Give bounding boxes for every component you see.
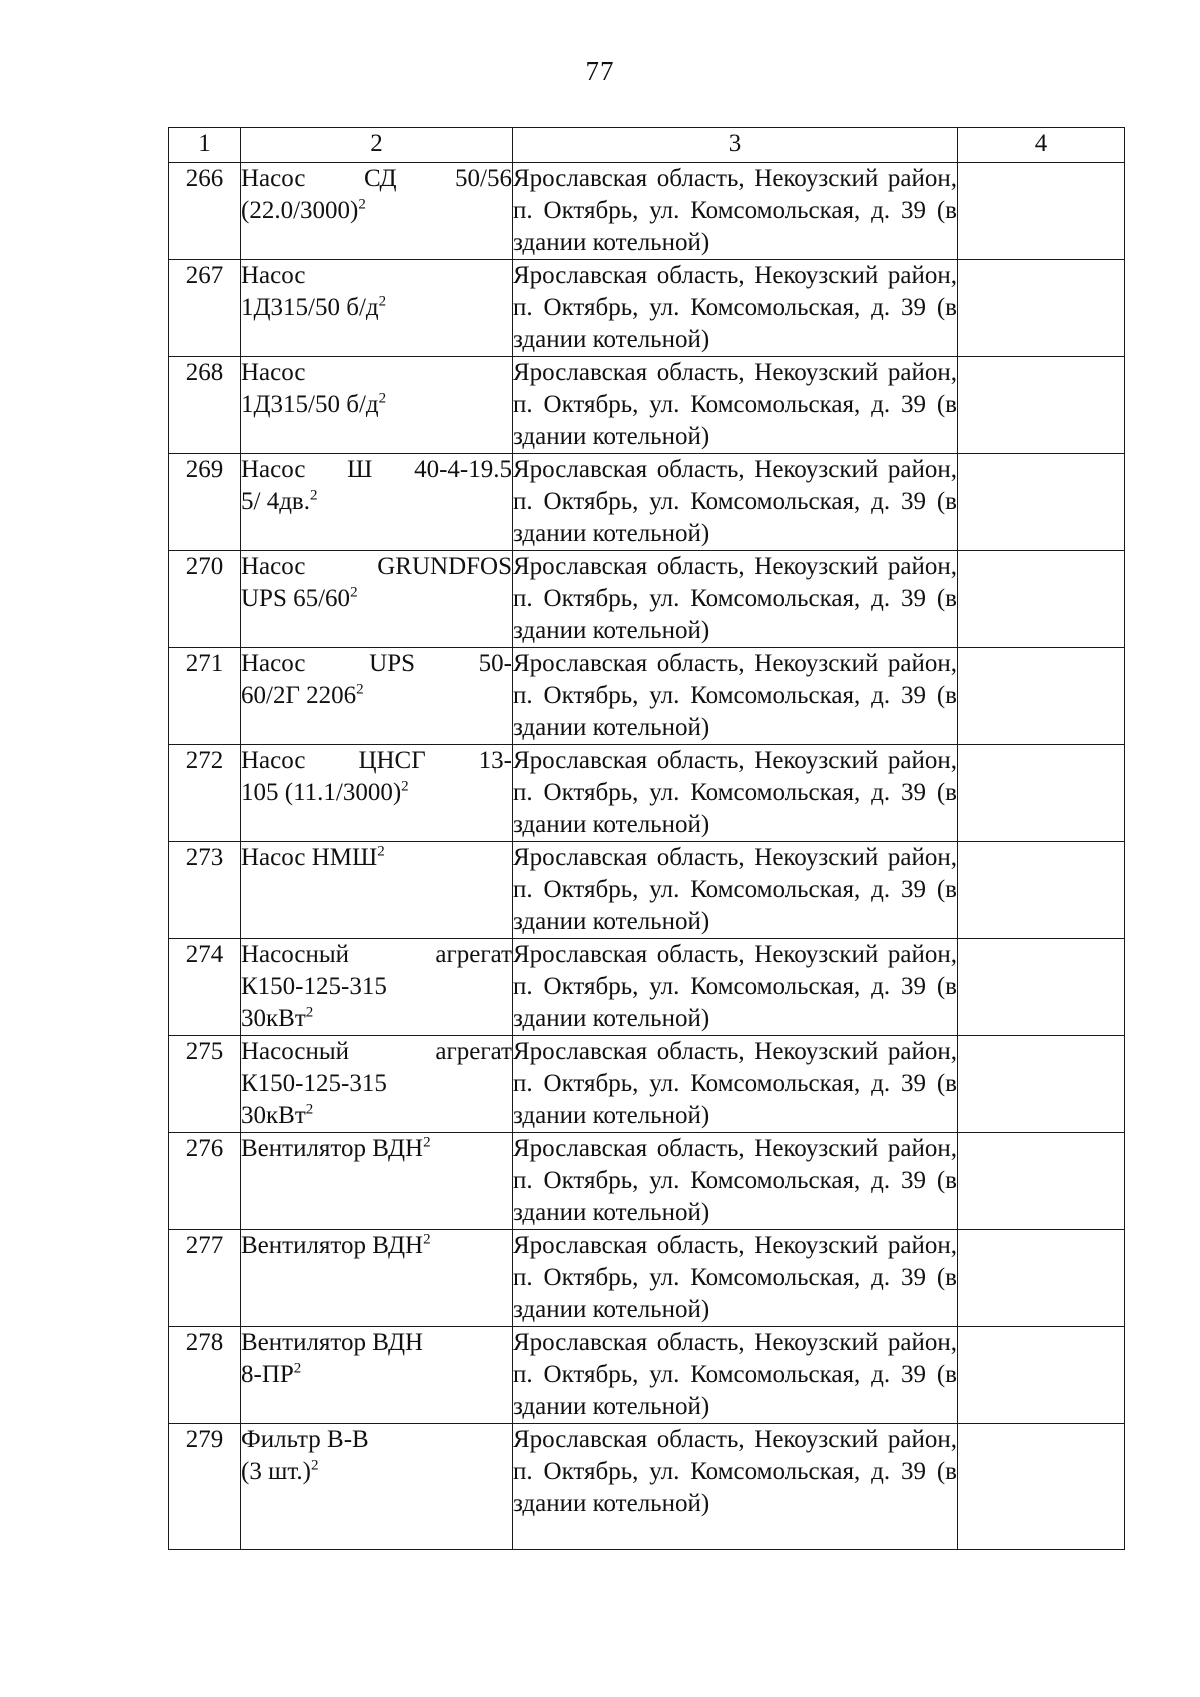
column-4-cell xyxy=(958,842,1125,939)
item-name-text: (22.0/3000) xyxy=(241,197,359,224)
footnote-mark: 2 xyxy=(305,1004,314,1021)
column-4-cell xyxy=(958,1133,1125,1230)
item-name-text: 5/ 4дв. xyxy=(241,488,310,515)
item-name xyxy=(241,745,513,842)
item-name xyxy=(241,454,513,551)
item-name-line xyxy=(241,1100,512,1132)
item-name-line xyxy=(241,842,512,874)
property-table xyxy=(168,127,1125,1550)
item-name-line xyxy=(241,583,512,615)
item-name xyxy=(241,1327,513,1424)
item-address: Ярославская область, Некоузский район, п. Октябрь, ул. Комсомольская, д. 39 (в здании котельной) xyxy=(513,1133,958,1230)
item-name-line xyxy=(241,680,512,712)
table-body xyxy=(169,163,1125,1550)
item-name-text: 8-ПР xyxy=(241,1361,294,1388)
item-name-text: Насос xyxy=(241,359,306,386)
item-name-line xyxy=(241,1359,512,1391)
item-address: Ярославская область, Некоузский район, п. Октябрь, ул. Комсомольская, д. 39 (в здании котельной) xyxy=(513,1327,958,1424)
column-4-cell xyxy=(958,1327,1125,1424)
item-name xyxy=(241,1424,513,1550)
item-name-line xyxy=(241,389,512,421)
row-number: 277 xyxy=(169,1230,241,1327)
item-name-text: 105 (11.1/3000) xyxy=(241,779,402,806)
item-name xyxy=(241,357,513,454)
item-name-text: Насос GRUNDFOS xyxy=(241,553,512,580)
column-4-cell xyxy=(958,745,1125,842)
column-header: 1 xyxy=(169,128,241,163)
item-name-text: Вентилятор ВДН xyxy=(241,1232,424,1259)
item-name-text: К150-125-315 xyxy=(241,1070,387,1097)
table-row xyxy=(169,842,1125,939)
footnote-mark: 2 xyxy=(356,681,364,698)
item-name xyxy=(241,1036,513,1133)
row-number: 268 xyxy=(169,357,241,454)
column-4-cell xyxy=(958,648,1125,745)
item-name-text: 1Д315/50 б/д xyxy=(241,294,379,321)
item-name-line xyxy=(241,1003,512,1035)
table-row xyxy=(169,357,1125,454)
column-4-cell xyxy=(958,454,1125,551)
footnote-mark: 2 xyxy=(358,196,366,213)
row-number: 278 xyxy=(169,1327,241,1424)
column-4-cell xyxy=(958,260,1125,357)
footnote-mark: 2 xyxy=(378,293,387,310)
item-address: Ярославская область, Некоузский район, п. Октябрь, ул. Комсомольская, д. 39 (в здании котельной) xyxy=(513,648,958,745)
item-name-text: Насос xyxy=(241,262,306,289)
row-number: 275 xyxy=(169,1036,241,1133)
table-row xyxy=(169,163,1125,260)
item-name-line xyxy=(241,648,512,680)
table-row xyxy=(169,1036,1125,1133)
row-number: 273 xyxy=(169,842,241,939)
item-name-text: Насос НМШ xyxy=(241,844,378,871)
footnote-mark: 2 xyxy=(377,843,385,860)
table-header-row xyxy=(169,128,1125,163)
item-name-text: Насос Ш 40-4-19.5 xyxy=(241,456,512,483)
column-4-cell xyxy=(958,939,1125,1036)
table-row xyxy=(169,551,1125,648)
item-address: Ярославская область, Некоузский район, п. Октябрь, ул. Комсомольская, д. 39 (в здании котельной) xyxy=(513,1036,958,1133)
row-number: 272 xyxy=(169,745,241,842)
item-name-line xyxy=(241,1068,512,1100)
footnote-mark: 2 xyxy=(293,1360,302,1377)
item-name-line xyxy=(241,1036,512,1068)
footnote-mark: 2 xyxy=(350,584,358,601)
item-name-text: Насосный агрегат xyxy=(241,941,512,968)
item-name-text: 30кВт xyxy=(241,1005,306,1032)
column-header: 4 xyxy=(958,128,1125,163)
table-row xyxy=(169,1327,1125,1424)
table-row xyxy=(169,745,1125,842)
item-address: Ярославская область, Некоузский район, п. Октябрь, ул. Комсомольская, д. 39 (в здании котельной) xyxy=(513,745,958,842)
table-row xyxy=(169,1133,1125,1230)
table-row xyxy=(169,1230,1125,1327)
item-name-text: 30кВт xyxy=(241,1102,306,1129)
column-4-cell xyxy=(958,1424,1125,1550)
column-header: 3 xyxy=(513,128,958,163)
row-number: 266 xyxy=(169,163,241,260)
item-name-line xyxy=(241,1456,512,1488)
item-name-line xyxy=(241,1230,512,1262)
item-name-text: Насосный агрегат xyxy=(241,1038,512,1065)
item-address: Ярославская область, Некоузский район, п. Октябрь, ул. Комсомольская, д. 39 (в здании котельной) xyxy=(513,260,958,357)
column-4-cell xyxy=(958,551,1125,648)
item-name-text: 60/2Г 2206 xyxy=(241,682,357,709)
item-name-text: (3 шт.) xyxy=(241,1458,311,1485)
item-name xyxy=(241,648,513,745)
column-header: 2 xyxy=(241,128,513,163)
column-4-cell xyxy=(958,357,1125,454)
column-4-cell xyxy=(958,163,1125,260)
row-number: 279 xyxy=(169,1424,241,1550)
item-name-line xyxy=(241,195,512,227)
footnote-mark: 2 xyxy=(423,1231,431,1248)
item-name-text: UPS 65/60 xyxy=(241,585,351,612)
table-row xyxy=(169,648,1125,745)
item-name xyxy=(241,1230,513,1327)
table-row xyxy=(169,1424,1125,1550)
item-name-line xyxy=(241,260,512,292)
footnote-mark: 2 xyxy=(423,1134,431,1151)
footnote-mark: 2 xyxy=(305,1101,314,1118)
table-row xyxy=(169,454,1125,551)
item-name xyxy=(241,939,513,1036)
item-name-line xyxy=(241,1424,512,1456)
item-name-line xyxy=(241,486,512,518)
item-name-line xyxy=(241,357,512,389)
item-name xyxy=(241,842,513,939)
item-name-line xyxy=(241,745,512,777)
item-name-text: Фильтр В-В xyxy=(241,1426,369,1453)
item-address: Ярославская область, Некоузский район, п. Октябрь, ул. Комсомольская, д. 39 (в здании котельной) xyxy=(513,842,958,939)
item-name-line xyxy=(241,939,512,971)
row-number: 267 xyxy=(169,260,241,357)
item-name-text: Вентилятор ВДН xyxy=(241,1329,424,1356)
row-number: 276 xyxy=(169,1133,241,1230)
item-name-text: Насос UPS 50- xyxy=(241,650,512,677)
item-name xyxy=(241,551,513,648)
item-name-line xyxy=(241,1327,512,1359)
item-name-line xyxy=(241,1133,512,1165)
row-number: 270 xyxy=(169,551,241,648)
item-address: Ярославская область, Некоузский район, п. Октябрь, ул. Комсомольская, д. 39 (в здании котельной) xyxy=(513,163,958,260)
item-name-line xyxy=(241,777,512,809)
item-address: Ярославская область, Некоузский район, п. Октябрь, ул. Комсомольская, д. 39 (в здании котельной) xyxy=(513,551,958,648)
item-name-line xyxy=(241,551,512,583)
column-4-cell xyxy=(958,1230,1125,1327)
page-number: 77 xyxy=(585,56,615,86)
item-name xyxy=(241,163,513,260)
footnote-mark: 2 xyxy=(401,778,409,795)
item-name-text: 1Д315/50 б/д xyxy=(241,391,379,418)
item-name-line xyxy=(241,454,512,486)
footnote-mark: 2 xyxy=(378,390,387,407)
item-name-line xyxy=(241,163,512,195)
item-address: Ярославская область, Некоузский район, п. Октябрь, ул. Комсомольская, д. 39 (в здании котельной) xyxy=(513,939,958,1036)
item-name-text: Вентилятор ВДН xyxy=(241,1135,424,1162)
item-name-text: Насос СД 50/56 xyxy=(241,165,512,192)
footnote-mark: 2 xyxy=(309,487,318,504)
column-4-cell xyxy=(958,1036,1125,1133)
item-address: Ярославская область, Некоузский район, п. Октябрь, ул. Комсомольская, д. 39 (в здании котельной) xyxy=(513,1424,958,1550)
table-row xyxy=(169,260,1125,357)
item-name-line xyxy=(241,292,512,324)
footnote-mark: 2 xyxy=(310,1457,319,1474)
item-address: Ярославская область, Некоузский район, п. Октябрь, ул. Комсомольская, д. 39 (в здании котельной) xyxy=(513,1230,958,1327)
item-name-text: Насос ЦНСГ 13- xyxy=(241,747,512,774)
row-number: 274 xyxy=(169,939,241,1036)
item-name-line xyxy=(241,971,512,1003)
item-address: Ярославская область, Некоузский район, п. Октябрь, ул. Комсомольская, д. 39 (в здании котельной) xyxy=(513,357,958,454)
item-name-text: К150-125-315 xyxy=(241,973,387,1000)
table-row xyxy=(169,939,1125,1036)
item-name xyxy=(241,1133,513,1230)
row-number: 271 xyxy=(169,648,241,745)
item-name xyxy=(241,260,513,357)
item-address: Ярославская область, Некоузский район, п. Октябрь, ул. Комсомольская, д. 39 (в здании котельной) xyxy=(513,454,958,551)
row-number: 269 xyxy=(169,454,241,551)
